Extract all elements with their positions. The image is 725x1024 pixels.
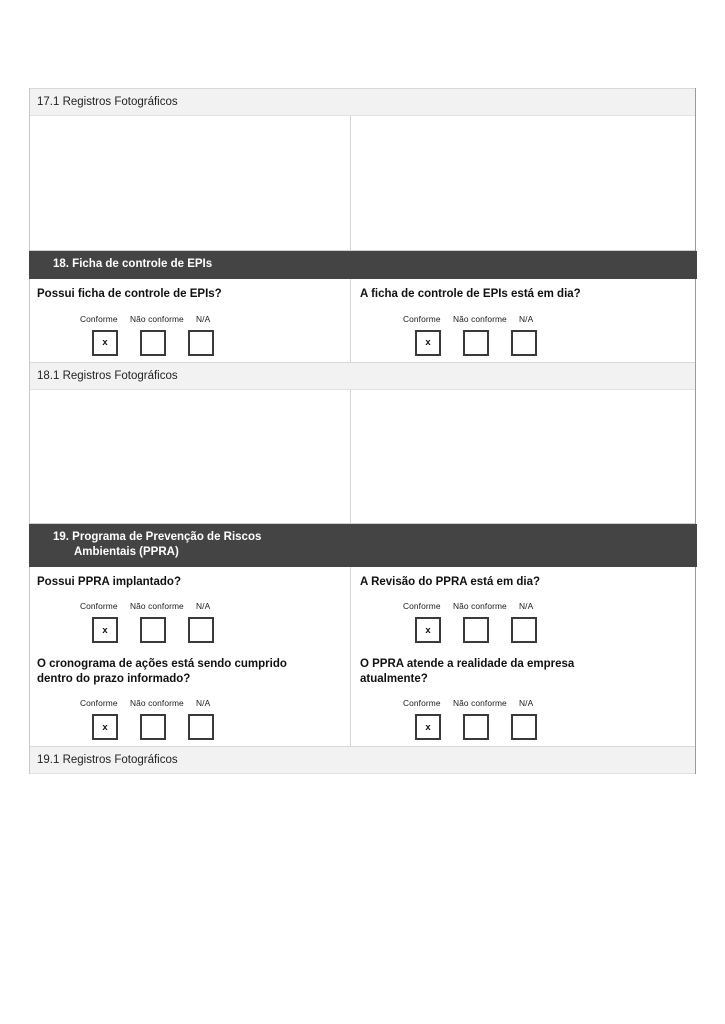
question-text-line1: O cronograma de ações está sendo cumprido	[37, 658, 287, 670]
label-na: N/A	[519, 698, 534, 708]
question-text	[37, 657, 340, 686]
checkbox-na[interactable]	[188, 617, 214, 643]
checkbox-row	[80, 330, 340, 356]
label-conforme: Conforme	[403, 313, 441, 324]
choice-group	[37, 698, 340, 740]
question-row	[30, 567, 695, 650]
choice-labels	[80, 601, 340, 611]
question-row	[30, 649, 695, 746]
label-conforme: Conforme	[403, 601, 441, 611]
checkbox-na[interactable]	[511, 714, 537, 740]
checkbox-nao-conforme[interactable]	[463, 714, 489, 740]
checkbox-conforme[interactable]: x	[92, 714, 118, 740]
section-header-18-line1: 18. Ficha de controle de EPIs	[53, 258, 213, 270]
question-cell-right	[351, 279, 695, 362]
checkbox-conforme[interactable]: x	[415, 617, 441, 643]
photo-slot-left[interactable]	[30, 390, 351, 523]
photo-slot-right[interactable]	[351, 390, 695, 523]
checkbox-na[interactable]	[511, 330, 537, 356]
photo-record-title: 17.1 Registros Fotográficos	[37, 96, 178, 108]
choice-labels	[80, 314, 340, 324]
checkbox-na[interactable]	[511, 617, 537, 643]
checkbox-nao-conforme[interactable]	[463, 617, 489, 643]
label-na: N/A	[519, 601, 534, 611]
question-text-line1: O PPRA atende a realidade da empresa	[360, 658, 575, 670]
photo-record-title: 18.1 Registros Fotográficos	[37, 369, 178, 382]
photo-record-body[interactable]	[30, 116, 695, 251]
question-cell-left	[30, 567, 351, 650]
section-header-18	[29, 251, 697, 279]
checkbox-row	[403, 714, 685, 740]
label-nao-conforme: Não conforme	[453, 601, 507, 611]
checkbox-row	[80, 714, 340, 740]
checkbox-conforme[interactable]: x	[92, 330, 118, 356]
choice-group	[360, 601, 685, 643]
question-text: Possui PPRA implantado?	[37, 575, 181, 588]
label-nao-conforme: Não conforme	[130, 313, 184, 324]
label-nao-conforme: Não conforme	[130, 601, 184, 611]
label-na: N/A	[519, 313, 534, 324]
photo-record-header	[30, 746, 695, 774]
checkbox-conforme[interactable]: x	[415, 714, 441, 740]
question-text: A Revisão do PPRA está em dia?	[360, 575, 541, 588]
choice-group	[37, 314, 340, 356]
choice-labels	[403, 698, 685, 708]
label-conforme: Conforme	[80, 313, 118, 324]
choice-group	[37, 601, 340, 643]
checkbox-nao-conforme[interactable]	[140, 330, 166, 356]
label-conforme: Conforme	[80, 698, 118, 708]
checkbox-row	[80, 617, 340, 643]
label-conforme: Conforme	[403, 698, 441, 708]
question-text: A ficha de controle de EPIs está em dia?	[360, 288, 581, 300]
question-cell-left	[30, 649, 351, 746]
section-block-18	[29, 279, 696, 362]
checkbox-nao-conforme[interactable]	[140, 617, 166, 643]
choice-group	[360, 698, 685, 740]
label-na: N/A	[196, 601, 211, 611]
section-header-19	[29, 524, 697, 567]
label-nao-conforme: Não conforme	[453, 313, 507, 324]
checkbox-na[interactable]	[188, 714, 214, 740]
question-cell-right	[351, 567, 695, 650]
section-header-19-line1: 19. Programa de Prevenção de Riscos	[53, 530, 262, 543]
choice-labels	[403, 314, 685, 324]
label-nao-conforme: Não conforme	[453, 698, 507, 708]
choice-labels	[80, 698, 340, 708]
photo-slot-left[interactable]	[30, 116, 351, 250]
checkbox-conforme[interactable]: x	[92, 617, 118, 643]
photo-record-title: 19.1 Registros Fotográficos	[37, 754, 178, 766]
checkbox-row	[403, 617, 685, 643]
photo-record-body[interactable]	[30, 390, 695, 524]
choice-group	[360, 314, 685, 356]
label-na: N/A	[196, 698, 211, 708]
section-header-19-line2: Ambientais (PPRA)	[74, 545, 179, 558]
choice-labels	[403, 601, 685, 611]
question-text-line2: dentro do prazo informado?	[37, 672, 191, 685]
label-conforme: Conforme	[80, 601, 118, 611]
checkbox-row	[403, 330, 685, 356]
photo-record-block-18-1	[29, 362, 696, 524]
checkbox-nao-conforme[interactable]	[463, 330, 489, 356]
checkbox-nao-conforme[interactable]	[140, 714, 166, 740]
photo-record-header	[30, 362, 695, 390]
section-block-19	[29, 567, 696, 747]
checklist-page	[29, 88, 696, 774]
question-cell-right	[351, 649, 695, 746]
question-text-line2: atualmente?	[360, 672, 428, 685]
question-cell-left	[30, 279, 351, 362]
photo-record-block-19-1	[29, 746, 696, 774]
label-na: N/A	[196, 313, 211, 324]
checkbox-na[interactable]	[188, 330, 214, 356]
question-text	[360, 657, 685, 686]
question-text: Possui ficha de controle de EPIs?	[37, 288, 222, 300]
photo-slot-right[interactable]	[351, 116, 695, 250]
question-row	[30, 279, 695, 362]
checkbox-conforme[interactable]: x	[415, 330, 441, 356]
label-nao-conforme: Não conforme	[130, 698, 184, 708]
photo-record-header	[30, 88, 695, 116]
photo-record-block-17-1	[29, 88, 696, 251]
